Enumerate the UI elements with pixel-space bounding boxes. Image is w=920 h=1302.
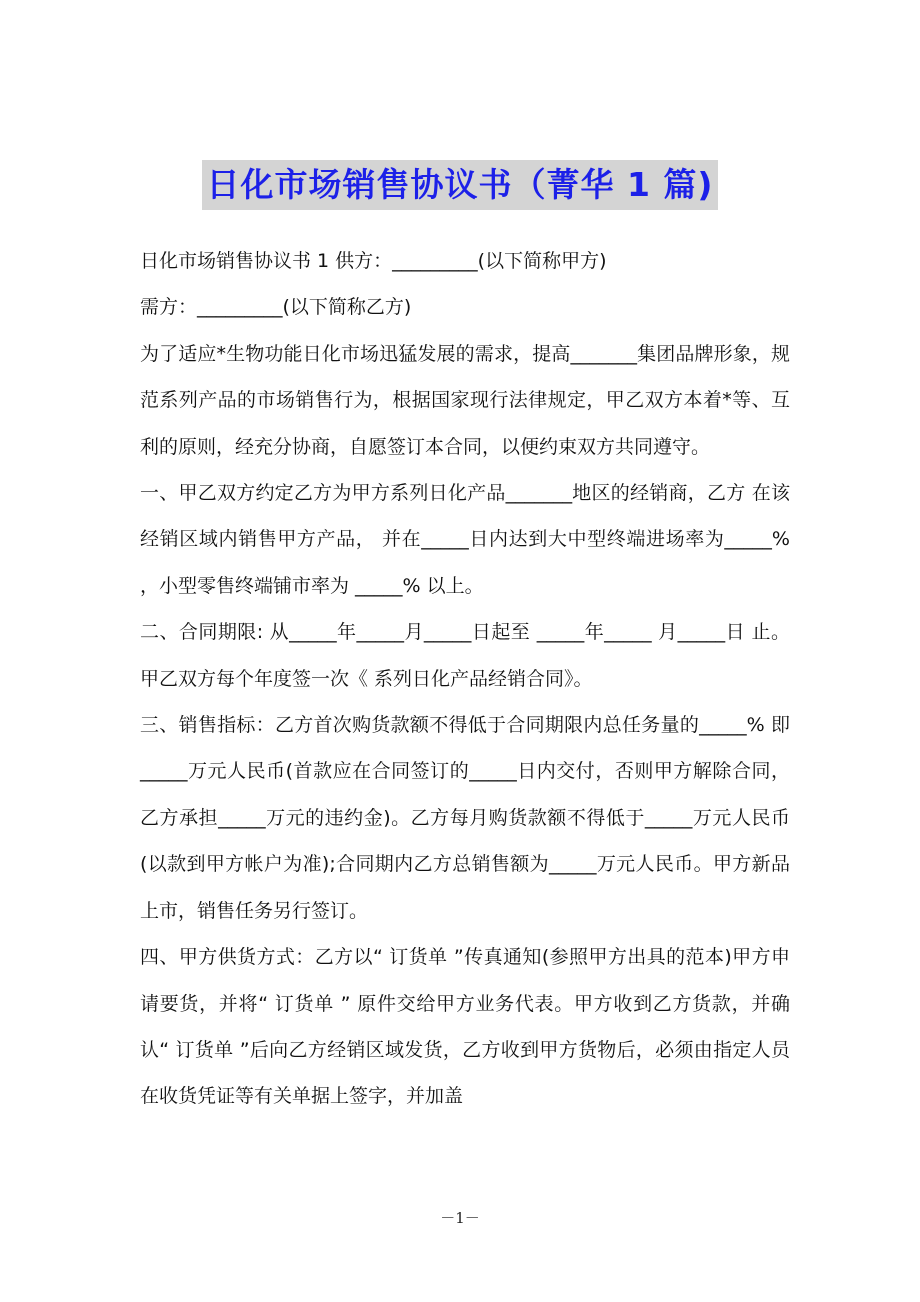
paragraph-preamble: 为了适应*生物功能日化市场迅猛发展的需求，提高_______集团品牌形象，规范系列产品的市场销售行为，根据国家现行法律规定，甲乙双方本着*等、互利的原则，经充分协商，自愿签订本合同，以便约束双方共同遵守。 [140, 342, 790, 458]
paragraph-article-3: 三、销售指标：乙方首次购货款额不得低于合同期限内总任务量的_____% 即_____万元人民币(首款应在合同签订的_____日内交付，否则甲方解除合同，乙方承担_____万元的违约金)。乙方每月购货款额不得低于_____万元人民币(以款到甲方帐户为准);合同期内乙方总销售额为_____万元人民币。甲方新品上市，销售任务另行签订。 [140, 714, 790, 922]
paragraph-article-2: 二、合同期限: 从_____年_____月_____日起至 _____年_____ 月_____日 止。甲乙双方每个年度签一次《 系列日化产品经销合同》。 [140, 621, 790, 690]
title-container [0, 160, 920, 210]
paragraph-article-1: 一、甲乙双方约定乙方为甲方系列日化产品_______地区的经销商，乙方 在该经销区域内销售甲方产品， 并在_____日内达到大中型终端进场率为_____% ，小型零售终端铺市率为 _____% 以上。 [140, 482, 790, 597]
page-number: －1－ [440, 1209, 480, 1227]
paragraph-parties-supplier: 日化市场销售协议书 1 供方：_________(以下简称甲方) [140, 250, 607, 272]
document-body [140, 238, 790, 1120]
document-title: 日化市场销售协议书（菁华 1 篇) [202, 160, 717, 210]
paragraph-parties-buyer: 需方：_________(以下简称乙方) [140, 296, 412, 319]
paragraph-article-4: 四、甲方供货方式：乙方以“ 订货单 ”传真通知(参照甲方出具的范本)甲方申请要货，并将“ 订货单 ” 原件交给甲方业务代表。甲方收到乙方货款，并确认“ 订货单 ”后向乙方经销区域发货，乙方收到甲方货物后，必须由指定人员在收货凭证等有关单据上签字，并加盖 [140, 946, 790, 1108]
